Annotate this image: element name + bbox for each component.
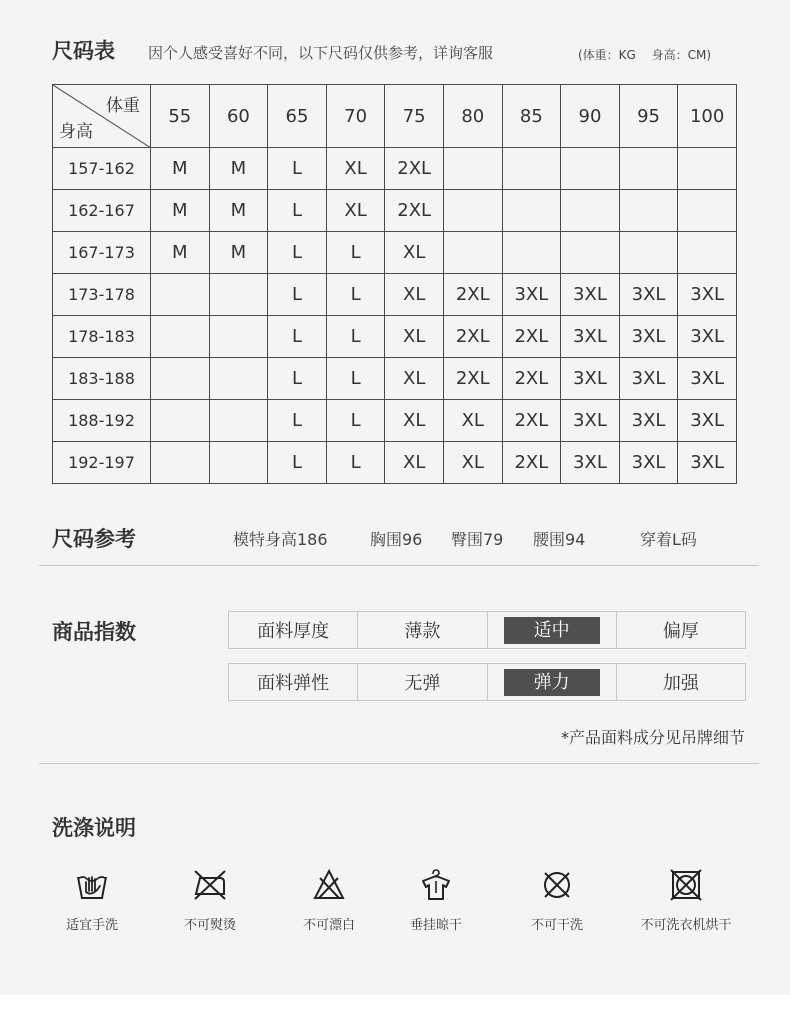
no-tumble-dry-icon <box>669 868 703 902</box>
model-wearing-size: 穿着L码 <box>640 530 697 549</box>
size-cell: 2XL <box>385 190 444 232</box>
size-cell <box>619 232 678 274</box>
size-cell: 2XL <box>502 400 561 442</box>
index-label: 面料弹性 <box>257 673 330 694</box>
index-option-selected: 弹力 <box>504 669 600 696</box>
wash-item <box>386 868 486 933</box>
wash-label: 垂挂晾干 <box>409 918 462 933</box>
size-cell <box>209 316 268 358</box>
size-cell: L <box>268 316 327 358</box>
size-cell: L <box>326 358 385 400</box>
no-dry-clean-icon <box>540 868 574 902</box>
size-cell: XL <box>443 442 502 484</box>
size-cell: L <box>268 442 327 484</box>
size-cell <box>209 274 268 316</box>
size-cell: 2XL <box>443 316 502 358</box>
size-cell <box>502 232 561 274</box>
size-cell: M <box>151 148 210 190</box>
size-cell: L <box>326 274 385 316</box>
size-cell <box>678 232 737 274</box>
corner-height-label: 身高 <box>59 122 93 142</box>
size-cell: 3XL <box>619 274 678 316</box>
weight-header: 90 <box>561 85 620 148</box>
wash-item <box>636 868 736 933</box>
size-table-row <box>53 442 737 484</box>
size-cell: M <box>209 190 268 232</box>
index-option-label: 薄款 <box>404 621 441 642</box>
size-cell: 3XL <box>561 274 620 316</box>
height-range-cell: 188-192 <box>53 400 151 442</box>
size-cell <box>561 148 620 190</box>
size-cell: 2XL <box>443 358 502 400</box>
size-table-row <box>53 358 737 400</box>
weight-header: 95 <box>619 85 678 148</box>
size-cell: 2XL <box>502 358 561 400</box>
size-table-row <box>53 316 737 358</box>
size-cell <box>678 148 737 190</box>
weight-header: 70 <box>326 85 385 148</box>
index-option <box>357 664 486 700</box>
washing-title: 洗涤说明 <box>52 816 136 840</box>
size-cell: XL <box>326 148 385 190</box>
fabric-note: *产品面料成分见吊牌细节 <box>560 728 745 747</box>
size-cell: M <box>151 232 210 274</box>
model-chest: 胸围96 <box>370 530 423 549</box>
model-hip: 臀围79 <box>451 530 504 549</box>
size-table-row <box>53 400 737 442</box>
index-option <box>487 612 616 648</box>
wash-label: 不可洗衣机烘干 <box>640 918 732 933</box>
size-cell: 3XL <box>619 442 678 484</box>
no-iron-icon <box>192 868 228 902</box>
wash-item <box>507 868 607 933</box>
size-cell: 3XL <box>619 400 678 442</box>
weight-header: 65 <box>268 85 327 148</box>
size-cell: 2XL <box>385 148 444 190</box>
size-cell: L <box>268 148 327 190</box>
size-cell: L <box>326 442 385 484</box>
size-cell: M <box>151 190 210 232</box>
size-cell: L <box>326 232 385 274</box>
height-range-cell: 183-188 <box>53 358 151 400</box>
wash-item <box>279 868 379 933</box>
size-cell: M <box>209 148 268 190</box>
size-cell: 3XL <box>678 358 737 400</box>
hang-dry-icon <box>419 868 453 902</box>
size-cell: 3XL <box>502 274 561 316</box>
size-cell: XL <box>385 400 444 442</box>
size-cell: XL <box>385 316 444 358</box>
size-cell <box>561 190 620 232</box>
wash-label: 适宜手洗 <box>65 918 118 933</box>
size-cell <box>443 232 502 274</box>
index-option-label: 偏厚 <box>662 621 699 642</box>
size-cell: XL <box>385 232 444 274</box>
size-cell: 3XL <box>678 316 737 358</box>
size-cell: XL <box>385 442 444 484</box>
size-cell: XL <box>385 358 444 400</box>
size-cell: L <box>268 358 327 400</box>
size-cell: L <box>268 190 327 232</box>
size-cell <box>502 148 561 190</box>
model-waist: 腰围94 <box>533 530 586 549</box>
size-table-header-row <box>53 85 737 148</box>
hand-wash-icon <box>75 868 109 902</box>
size-cell <box>151 274 210 316</box>
model-height: 模特身高186 <box>233 530 328 549</box>
size-cell: 3XL <box>678 274 737 316</box>
index-option <box>616 664 745 700</box>
size-cell: 3XL <box>561 358 620 400</box>
wash-label: 不可干洗 <box>530 918 583 933</box>
size-cell: 3XL <box>619 358 678 400</box>
size-cell: XL <box>326 190 385 232</box>
section-divider <box>39 763 759 764</box>
size-cell: L <box>326 400 385 442</box>
size-cell <box>678 190 737 232</box>
size-chart-title: 尺码表 <box>52 39 115 63</box>
size-cell: 3XL <box>678 442 737 484</box>
size-reference-title: 尺码参考 <box>52 527 136 551</box>
height-range-cell: 178-183 <box>53 316 151 358</box>
weight-header: 100 <box>678 85 737 148</box>
weight-header: 55 <box>151 85 210 148</box>
size-cell <box>151 316 210 358</box>
section-divider <box>39 565 759 566</box>
size-cell: L <box>268 232 327 274</box>
corner-weight-label: 体重 <box>106 96 140 116</box>
size-cell: XL <box>385 274 444 316</box>
height-range-cell: 167-173 <box>53 232 151 274</box>
size-cell: 2XL <box>443 274 502 316</box>
size-cell <box>561 232 620 274</box>
size-table <box>52 84 737 484</box>
size-cell <box>209 358 268 400</box>
size-chart-unit-note: (体重：KG 身高：CM) <box>578 48 712 62</box>
size-cell: 2XL <box>502 442 561 484</box>
height-range-cell: 157-162 <box>53 148 151 190</box>
size-cell <box>502 190 561 232</box>
product-index-row <box>228 611 746 649</box>
size-chart-subtitle: 因个人感受喜好不同，以下尺码仅供参考，详询客服 <box>148 44 494 62</box>
size-table-corner <box>53 85 151 148</box>
size-table-row <box>53 232 737 274</box>
size-cell: 3XL <box>561 316 620 358</box>
wash-label: 不可熨烫 <box>183 918 236 933</box>
index-option <box>616 612 745 648</box>
size-cell <box>443 148 502 190</box>
size-cell: XL <box>443 400 502 442</box>
height-range-cell: 192-197 <box>53 442 151 484</box>
index-option-selected: 适中 <box>504 617 600 644</box>
size-table-row <box>53 274 737 316</box>
size-cell: L <box>268 274 327 316</box>
index-option-label: 无弹 <box>404 673 441 694</box>
size-cell <box>619 190 678 232</box>
size-cell <box>443 190 502 232</box>
height-range-cell: 162-167 <box>53 190 151 232</box>
wash-item <box>160 868 260 933</box>
size-cell <box>209 442 268 484</box>
index-option <box>357 612 486 648</box>
size-cell: 3XL <box>678 400 737 442</box>
weight-header: 85 <box>502 85 561 148</box>
product-index-row <box>228 663 746 701</box>
no-bleach-icon <box>312 868 346 902</box>
size-cell: 3XL <box>561 400 620 442</box>
size-cell <box>151 442 210 484</box>
product-index-title: 商品指数 <box>52 620 136 644</box>
size-cell: L <box>268 400 327 442</box>
size-cell <box>619 148 678 190</box>
size-cell <box>151 400 210 442</box>
size-cell: 2XL <box>502 316 561 358</box>
index-option <box>487 664 616 700</box>
size-cell: 3XL <box>561 442 620 484</box>
wash-item <box>42 868 142 933</box>
size-table-row <box>53 148 737 190</box>
size-cell: L <box>326 316 385 358</box>
weight-header: 60 <box>209 85 268 148</box>
size-cell: M <box>209 232 268 274</box>
size-table-row <box>53 190 737 232</box>
size-cell <box>209 400 268 442</box>
weight-header: 75 <box>385 85 444 148</box>
wash-label: 不可漂白 <box>302 918 355 933</box>
weight-header: 80 <box>443 85 502 148</box>
index-option-label: 加强 <box>662 673 699 694</box>
height-range-cell: 173-178 <box>53 274 151 316</box>
size-cell: 3XL <box>619 316 678 358</box>
size-table-body <box>53 148 737 484</box>
index-label: 面料厚度 <box>257 621 330 642</box>
size-cell <box>151 358 210 400</box>
